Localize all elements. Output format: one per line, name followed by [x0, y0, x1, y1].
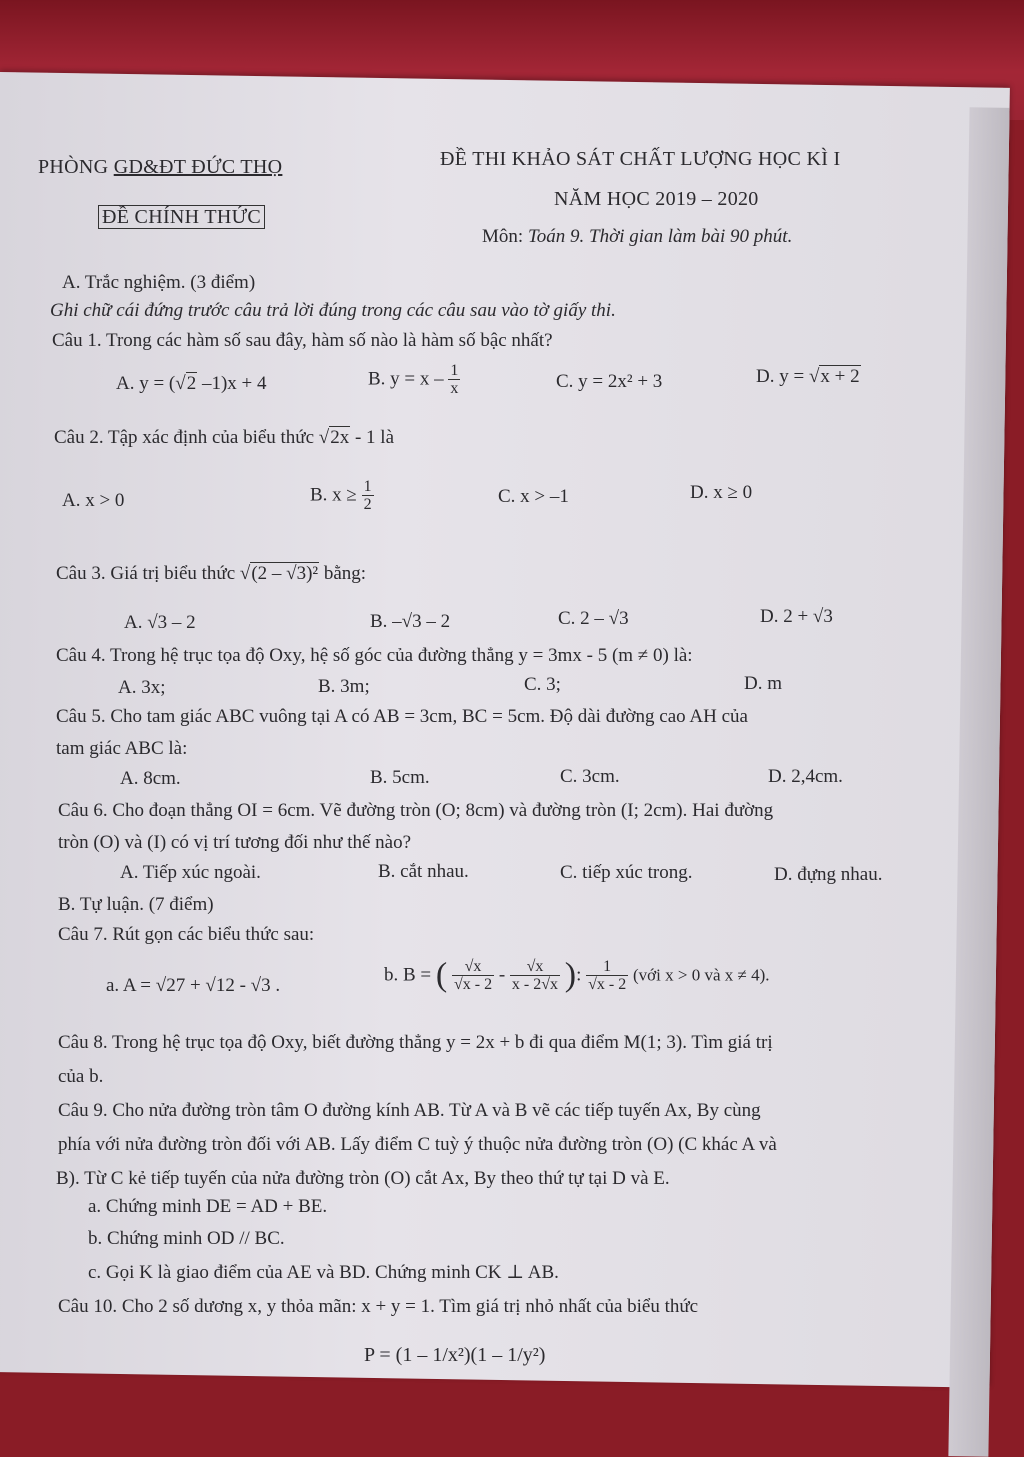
q1-option-a: A. y = (√2 –1)x + 4	[116, 373, 267, 394]
q3-option-b: B. –√3 – 2	[370, 611, 451, 632]
q6-option-b: B. cắt nhau.	[378, 861, 469, 882]
q3-option-a: A. √3 – 2	[124, 612, 196, 633]
q2-option-b: B. x ≥ $\frac{1}{2}$	[310, 478, 372, 513]
question-1: Câu 1. Trong các hàm số sau đây, hàm số nào là hàm số bậc nhất?	[52, 330, 553, 351]
question-2: Câu 2. Tập xác định của biểu thức √2x - 1 là	[54, 427, 395, 448]
question-5-line-2: tam giác ABC là:	[56, 738, 188, 759]
q4-option-c: C. 3;	[524, 674, 561, 695]
q4-option-d: D. m	[744, 673, 782, 694]
question-4: Câu 4. Trong hệ trục tọa độ Oxy, hệ số góc của đường thẳng y = 3mx - 5 (m ≠ 0) là:	[56, 645, 693, 666]
q2-option-c: C. x > –1	[498, 486, 569, 507]
q6-option-c: C. tiếp xúc trong.	[560, 862, 693, 883]
question-8-line-2: của b.	[58, 1066, 104, 1087]
q6-option-a: A. Tiếp xúc ngoài.	[120, 862, 261, 883]
q6-option-d: D. đựng nhau.	[774, 864, 883, 885]
q10-formula: P = (1 – 1/x²)(1 – 1/y²)	[364, 1344, 546, 1366]
question-9-line-2: phía với nửa đường tròn đối với AB. Lấy điểm C tuỳ ý thuộc nửa đường tròn (O) (C khác A và	[58, 1134, 777, 1155]
part-a-title: A. Trắc nghiệm. (3 điểm)	[62, 272, 256, 293]
exam-title: ĐỀ THI KHẢO SÁT CHẤT LƯỢNG HỌC KÌ I	[440, 148, 841, 170]
part-a-instruction: Ghi chữ cái đứng trước câu trả lời đúng trong các câu sau vào tờ giấy thi.	[50, 300, 616, 321]
q4-option-b: B. 3m;	[318, 676, 370, 697]
question-9-line-1: Câu 9. Cho nửa đường tròn tâm O đường kính AB. Từ A và B vẽ các tiếp tuyến Ax, By cùng	[58, 1100, 761, 1121]
q5-option-b: B. 5cm.	[370, 767, 430, 788]
q3-option-d: D. 2 + √3	[760, 606, 833, 627]
q1-option-c: C. y = 2x² + 3	[556, 371, 663, 392]
question-5-line-1: Câu 5. Cho tam giác ABC vuông tại A có AB = 3cm, BC = 5cm. Độ dài đường cao AH của	[56, 706, 748, 727]
question-9-line-3: B). Từ C kẻ tiếp tuyến của nửa đường tròn (O) cắt Ax, By theo thứ tự tại D và E.	[56, 1168, 670, 1189]
q7-part-b: b. B = ( $\frac{√x}{√x - 2}$ - $\frac{√x}{x - 2√x}$ ): $\frac{1}{√x - 2}$ (với x > 0 và x ≠ 4).	[384, 956, 770, 994]
official-badge: ĐỀ CHÍNH THỨC	[98, 206, 265, 228]
q5-option-c: C. 3cm.	[560, 766, 620, 787]
question-10: Câu 10. Cho 2 số dương x, y thỏa mãn: x + y = 1. Tìm giá trị nhỏ nhất của biểu thức	[58, 1296, 699, 1317]
question-6-line-2: tròn (O) và (I) có vị trí tương đối như thế nào?	[58, 832, 412, 853]
q4-option-a: A. 3x;	[118, 677, 166, 698]
q2-option-d: D. x ≥ 0	[690, 482, 753, 503]
q2-option-a: A. x > 0	[62, 490, 125, 511]
q9-part-c: c. Gọi K là giao điểm của AE và BD. Chứng minh CK ⊥ AB.	[88, 1262, 559, 1283]
school-year: NĂM HỌC 2019 – 2020	[554, 188, 759, 210]
q3-option-c: C. 2 – √3	[558, 608, 629, 629]
part-b-title: B. Tự luận. (7 điểm)	[58, 894, 214, 915]
q5-option-a: A. 8cm.	[120, 768, 181, 789]
q7-part-a: a. A = √27 + √12 - √3 .	[106, 975, 281, 996]
department-label: PHÒNG GD&ĐT ĐỨC THỌ	[38, 156, 283, 178]
q9-part-a: a. Chứng minh DE = AD + BE.	[88, 1196, 328, 1217]
q1-option-b: B. y = x – $\frac{1}{x}$	[368, 362, 459, 397]
question-7: Câu 7. Rút gọn các biểu thức sau:	[58, 924, 315, 945]
subject-line: Môn: Toán 9. Thời gian làm bài 90 phút.	[482, 226, 793, 247]
question-8-line-1: Câu 8. Trong hệ trục tọa độ Oxy, biết đường thẳng y = 2x + b đi qua điểm M(1; 3). Tìm giá trị	[58, 1032, 773, 1053]
q1-option-d: D. y = √x + 2	[756, 366, 860, 387]
q5-option-d: D. 2,4cm.	[768, 766, 843, 787]
question-6-line-1: Câu 6. Cho đoạn thẳng OI = 6cm. Vẽ đường tròn (O; 8cm) và đường tròn (I; 2cm). Hai đường	[58, 800, 774, 821]
q9-part-b: b. Chứng minh OD // BC.	[88, 1228, 285, 1249]
question-3: Câu 3. Giá trị biểu thức √(2 – √3)² bằng:	[56, 563, 367, 584]
